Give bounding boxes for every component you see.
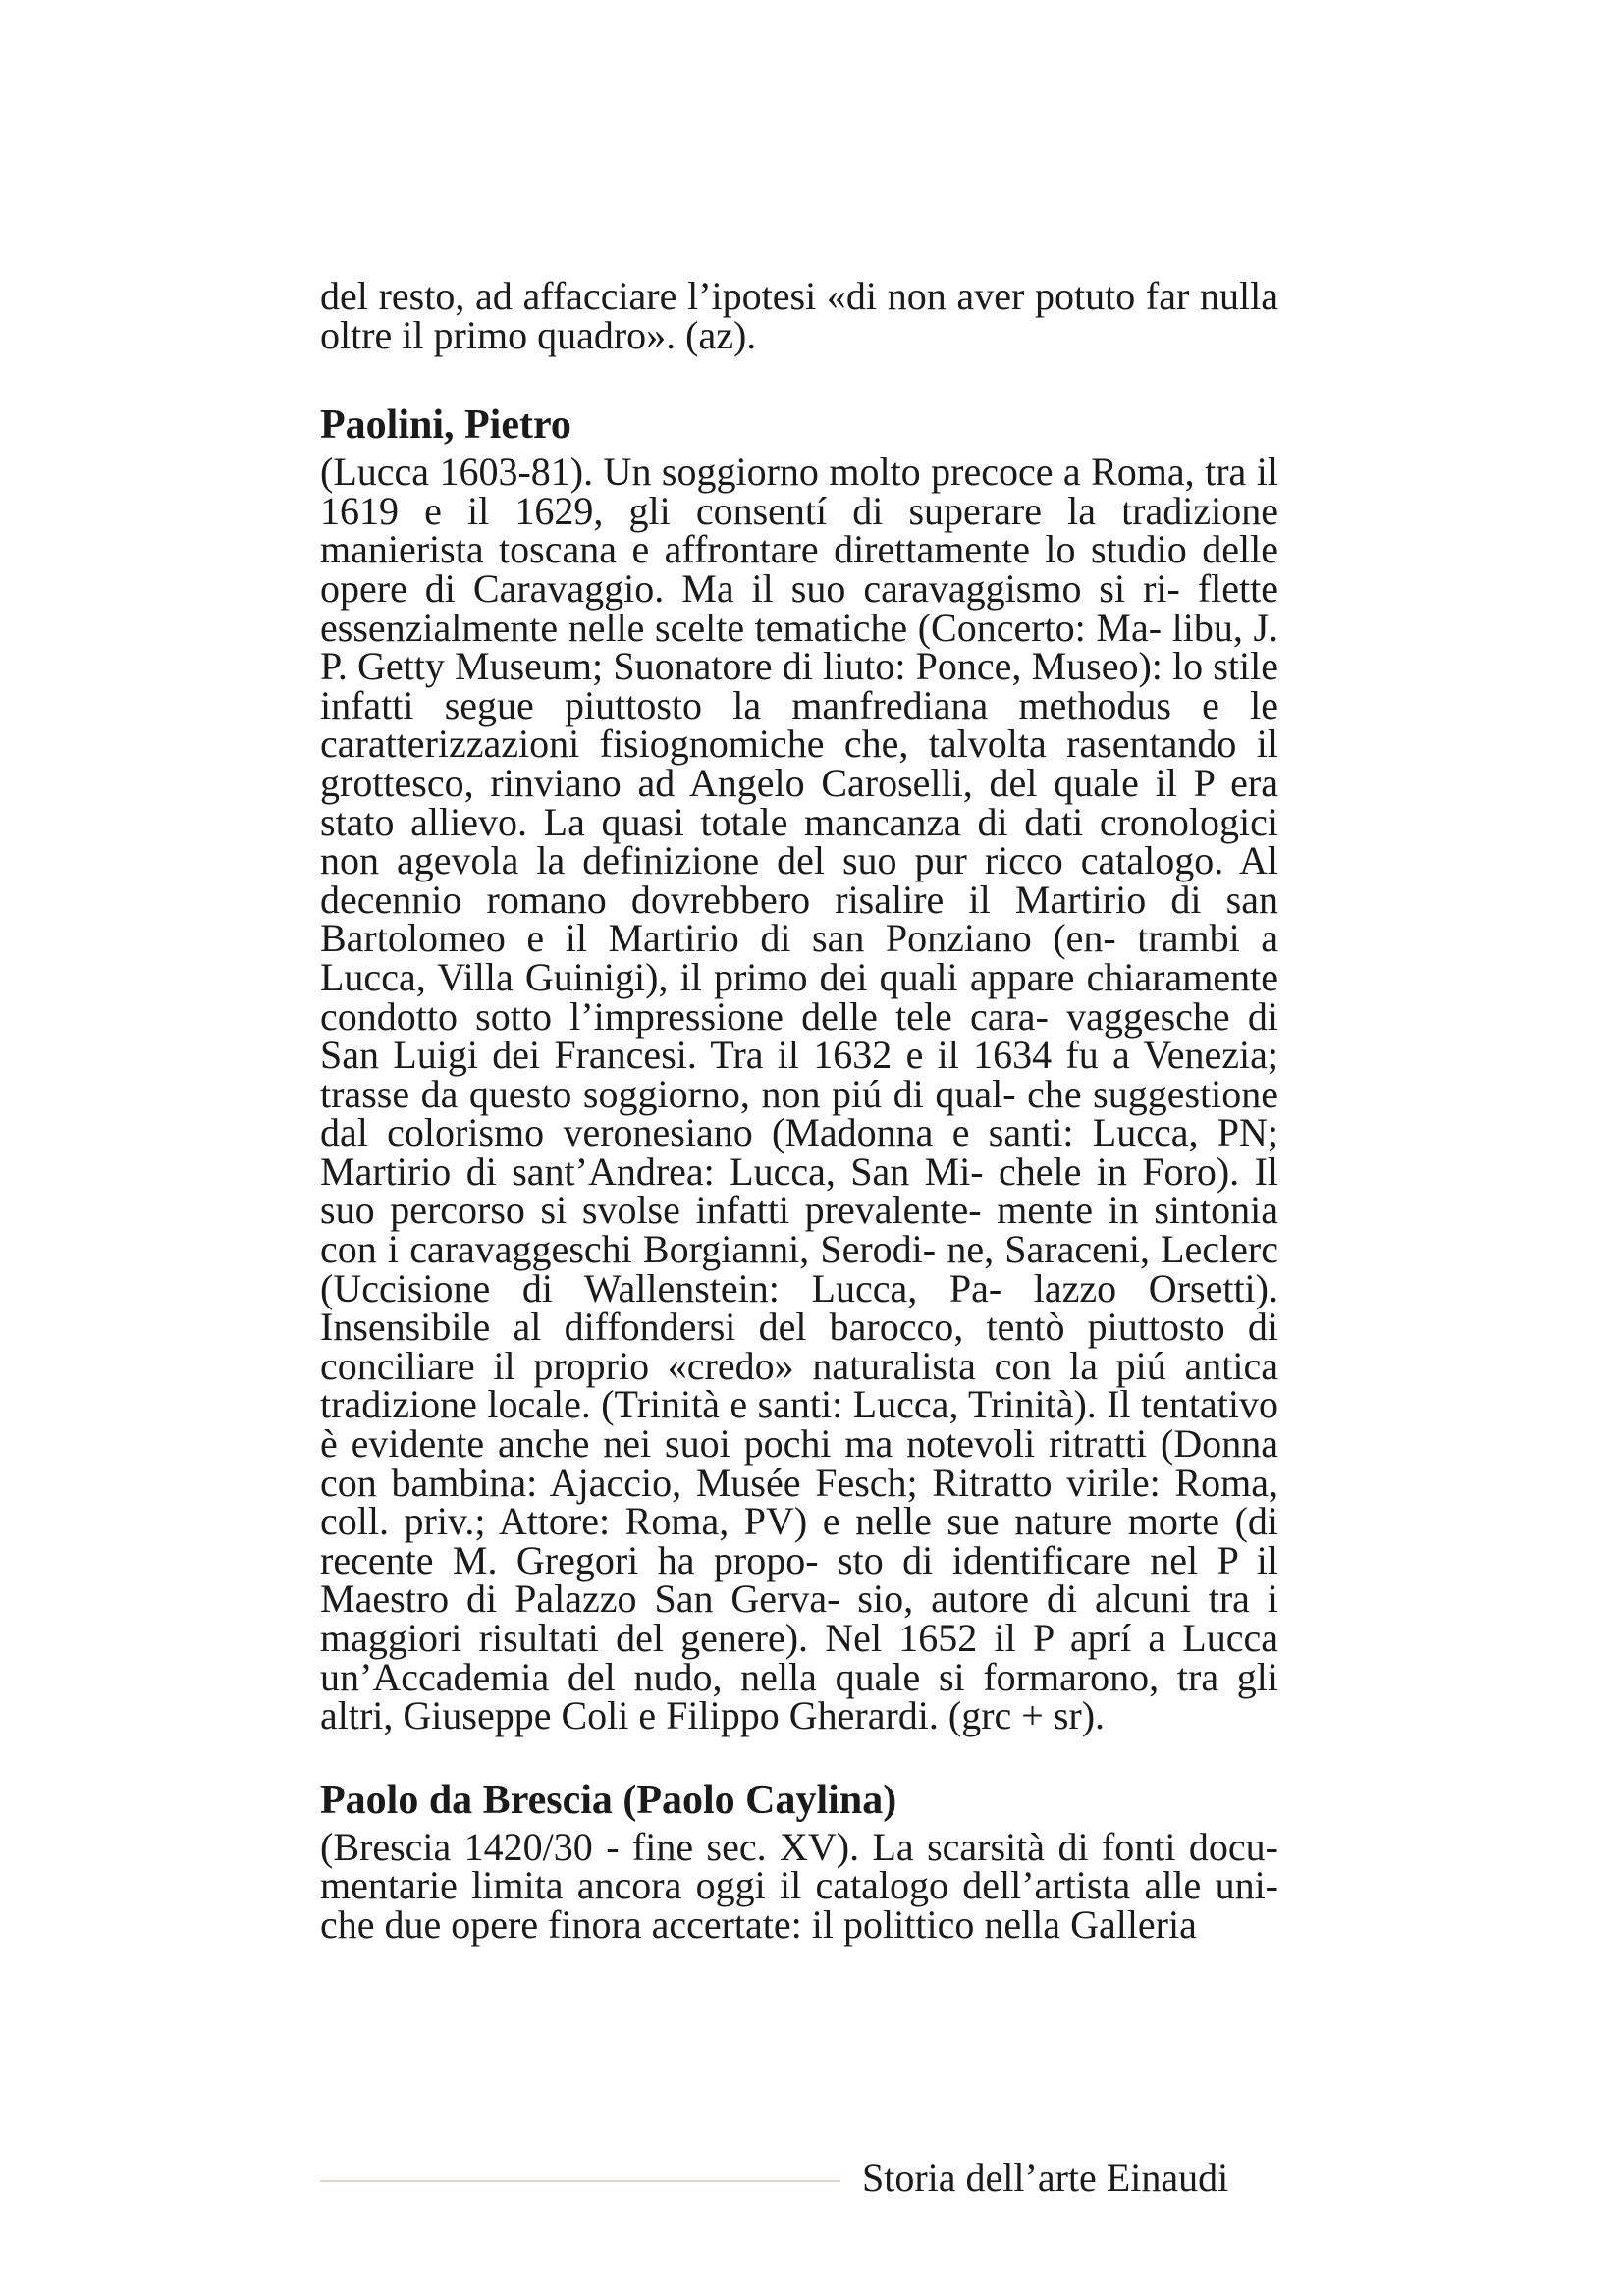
text-line: il 1619 e il 1629, gli consentí di superare la tradizione (320, 450, 1278, 533)
continuation-paragraph (320, 274, 1279, 357)
text-line: fu a Venezia; trasse da questo soggiorno, non piú di qual- (320, 1033, 1279, 1116)
text-line: sto di identificare nel P il Maestro di Palazzo San Gerva- (320, 1537, 1278, 1622)
text-line: (Lucca 1603-81). Un soggiorno molto precoce a Roma, tra (320, 450, 1247, 495)
text-line: (Brescia 1420/30 - fine sec. XV). La scarsità di fonti docu- (320, 1824, 1278, 1869)
text-line: santi: Lucca, PN; Martirio di sant’Andrea: Lucca, San Mi- (320, 1110, 1279, 1194)
text-line: e nelle sue nature morte (di recente M. Gregori ha propo- (320, 1499, 1279, 1582)
text-line: vaggesche di San Luigi dei Francesi. Tra il 1632 e il 1634 (320, 993, 1278, 1078)
text-line: Gherardi. (grc + sr). (788, 1693, 1106, 1738)
text-line: sio, autore di alcuni tra i maggiori risultati del genere). (320, 1576, 1278, 1660)
text-line: Fesch; Ritratto virile: Roma, coll. priv.; Attore: Roma, PV) (320, 1460, 1279, 1544)
text-line: lazzo Orsetti). Insensibile al diffondersi del barocco, (320, 1265, 1278, 1350)
entry-body-paolini (320, 450, 1279, 1738)
text-line: rasentando il grottesco, rinviano ad Angelo Caroselli, del (320, 721, 1278, 805)
text-line: tentò piuttosto di conciliare il proprio «credo» naturalista (320, 1305, 1279, 1388)
text-line: che suggestione dal colorismo veronesiano (Madonna e (320, 1071, 1279, 1155)
text-column (320, 274, 1279, 1947)
text-line: flette essenzialmente nelle scelte tematiche (Concerto: Ma- (320, 565, 1278, 650)
text-line: Martirio di san Bartolomeo e il Martirio di san Ponziano (en- (320, 877, 1279, 961)
entry-heading-paolini: Paolini, Pietro (320, 402, 571, 449)
text-line: manierista toscana e affrontare direttamente lo studio (320, 527, 1187, 572)
entry-heading-paolo-da-brescia: Paolo da Brescia (Paolo Caylina) (320, 1777, 897, 1823)
text-line: trambi a Lucca, Villa Guinigi), il primo dei quali appare (320, 916, 1279, 999)
text-line: con la piú antica tradizione locale. (Trinità e santi: Lucca, (320, 1343, 1278, 1427)
text-line: del resto, ad affacciare l’ipotesi «di non aver potuto far (320, 274, 1190, 318)
text-line: quale si formarono, tra gli altri, Giuseppe Coli e Filippo (320, 1654, 1279, 1738)
text-line: nulla oltre il primo quadro». (az). (320, 274, 1279, 357)
text-line: delle opere di Caravaggio. Ma il suo caravaggismo si ri- (320, 527, 1279, 611)
text-line: quale il P era stato allievo. La quasi totale mancanza di (320, 760, 1279, 844)
text-line: chiaramente condotto sotto l’impressione delle tele cara- (320, 954, 1278, 1039)
entry-body-paolo-da-brescia (320, 1824, 1278, 1947)
text-line: methodus e le caratterizzazioni fisiognomiche che, talvolta (320, 682, 1279, 767)
text-line: mentarie limita ancora oggi il catalogo dell’artista alle uni- (320, 1863, 1278, 1908)
text-line: notevoli ritratti (Donna con bambina: Ajaccio, Musée (320, 1421, 1279, 1505)
text-line: libu, J. P. Getty Museum; Suonatore di liuto: Ponce, (320, 605, 1279, 689)
footer-rule (320, 2180, 840, 2182)
text-line: ricco catalogo. Al decennio romano dovrebbero risalire il (320, 838, 1279, 922)
text-line: ne, Saraceni, Leclerc (Uccisione di Wallenstein: Lucca, Pa- (320, 1227, 1279, 1310)
text-line: Museo): lo stile infatti segue piuttosto la manfrediana (320, 644, 1279, 727)
text-line: dati cronologici non agevola la definizione del suo pur (320, 799, 1279, 883)
text-line: Nel 1652 il P aprí a Lucca un’Accademia del nudo, nella (320, 1616, 1279, 1699)
text-line: che due opere finora accertate: il polittico nella Galleria (320, 1901, 1197, 1947)
footer-publisher: Storia dell’arte Einaudi (862, 2156, 1229, 2200)
text-line: Trinità). Il tentativo è evidente anche nei suoi pochi ma (320, 1382, 1279, 1467)
text-line: mente in sintonia con i caravaggeschi Borgianni, Serodi- (320, 1188, 1279, 1272)
text-line: chele in Foro). Il suo percorso si svolse infatti prevalente- (320, 1148, 1279, 1233)
